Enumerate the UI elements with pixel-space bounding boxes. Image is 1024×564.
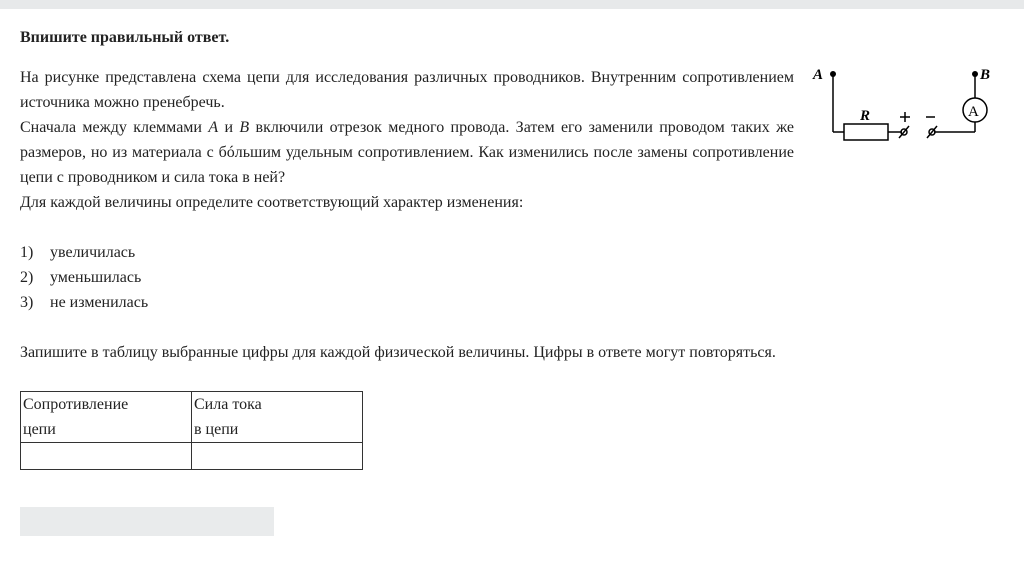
answer-input-resistance[interactable] <box>23 443 189 469</box>
top-bar <box>0 0 1024 9</box>
answer-cell-current[interactable] <box>192 443 363 470</box>
problem-line-3: Для каждой величины определите соответствующий характер изменения: <box>20 194 524 211</box>
header-current-line-2: в цепи <box>194 421 239 438</box>
option-2-number: 2) <box>20 269 34 286</box>
option-3-number: 3) <box>20 294 34 311</box>
answer-options <box>20 240 148 315</box>
resistor-label: R <box>860 108 871 124</box>
header-resistance-line-2: цепи <box>23 421 56 438</box>
terminal-b-label: B <box>980 67 991 83</box>
instruction-heading: Впишите правильный ответ. <box>20 29 230 46</box>
option-3 <box>20 290 148 315</box>
answer-cell-resistance[interactable] <box>21 443 192 470</box>
problem-line-1: На рисунке представлена схема цепи для исследования различных проводников. Внутренним сопротивлением источника можно пренебречь. <box>20 69 794 111</box>
option-1-number: 1) <box>20 244 34 261</box>
header-current-line-1: Сила тока <box>194 396 262 413</box>
header-resistance <box>21 392 192 443</box>
header-resistance-line-1: Сопротивление <box>23 396 129 413</box>
ammeter-label: A <box>968 104 979 120</box>
option-2 <box>20 265 148 290</box>
problem-text <box>20 65 794 215</box>
problem-line-2: Сначала между клеммами A и B включили отрезок медного провода. Затем его заменили проводом таких же размеров, но из материала с бóльшим удельным сопротивлением. Как изменились после замены сопротивление цепи с проводником и сила тока в ней? <box>20 119 795 186</box>
answer-table <box>20 391 363 470</box>
option-1-text: увеличилась <box>50 244 136 261</box>
submit-button[interactable] <box>20 507 274 536</box>
answer-input-current[interactable] <box>194 443 360 469</box>
terminal-a-label: A <box>813 67 824 83</box>
option-2-text: уменьшилась <box>50 269 142 286</box>
option-3-text: не изменилась <box>50 294 149 311</box>
header-current <box>192 392 363 443</box>
write-prompt: Запишите в таблицу выбранные цифры для каждой физической величины. Цифры в ответе могут повторяться. <box>20 344 776 361</box>
circuit-diagram <box>808 58 1008 158</box>
resistor-symbol <box>844 124 888 140</box>
option-1 <box>20 240 148 265</box>
